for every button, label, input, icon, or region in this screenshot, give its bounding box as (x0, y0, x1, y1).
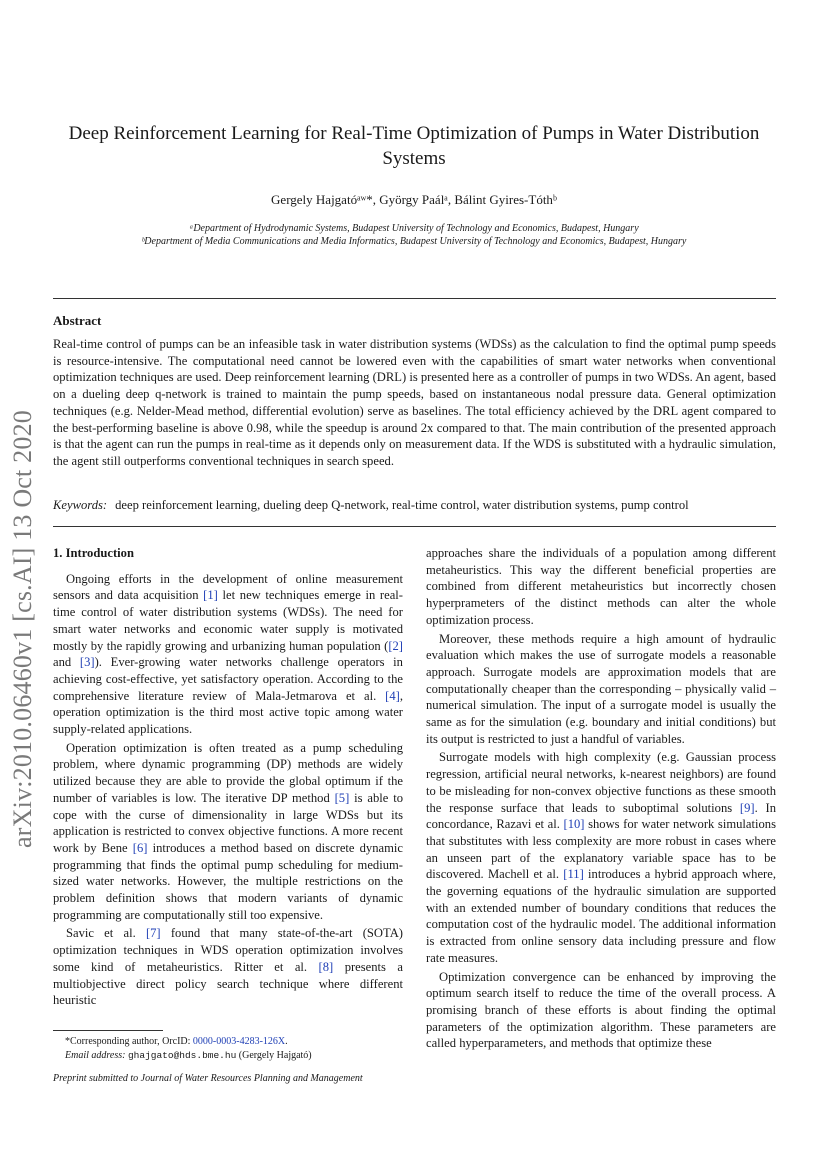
citation-link[interactable]: [9] (739, 800, 755, 815)
citation-link[interactable]: [2] (388, 638, 403, 653)
citation-link[interactable]: [3] (79, 655, 95, 670)
citation-link[interactable]: [8] (318, 959, 334, 974)
paragraph: Optimization convergence can be enhanced by improving the optimum search itself to reduce the time of the overall process. A promising branch of these efforts is about finding the optimal parameters of the optimization algorithm. These parameters are called hyperparameters, and methods that optimize these (426, 969, 776, 1051)
paragraph: Ongoing efforts in the development of online measurement sensors and data acquisition [1] let new techniques emerge in real-time control of water distribution systems (WDSs). The need for smart water networks and economic water supply is motivated mostly by the rapidly growing and urbanizing human population ([2] and [3]). Ever-growing water networks challenge operators in achieving cost-effective, yet satisfactory operation. According to the comprehensive literature review of Mala-Jetmarova et al. [4], operation optimization is the third most active topic among water supply-related applications. (53, 571, 403, 737)
paragraph: Moreover, these methods require a high amount of hydraulic evaluation which makes the use of surrogate models a reasonable approach. Surrogate models are approximation models that are computationally cheaper than the corresponding – physically valid – numerical simulation. The input of a surrogate model is usually the same as for the simulation (e.g. boundary and initial conditions) but its output is restricted to just a handful of variables. (426, 631, 776, 746)
footnote-rule (53, 1030, 163, 1031)
citation-link[interactable]: [7] (145, 926, 161, 941)
preprint-note: Preprint submitted to Journal of Water Resources Planning and Management (53, 1073, 363, 1084)
author-list: Gergely Hajgatóᵃʷ*, György Paálᵃ, Bálint Gyires-Tóthᵇ (271, 192, 557, 207)
abstract-text: Real-time control of pumps can be an infeasible task in water distribution systems (WDSs) as the calculation to find the optimal pump speeds is resource-intensive. The computational need cannot be lowered even with the capabilities of smart water networks when conventional optimization techniques are used. Deep reinforcement learning (DRL) is presented here as a controller of pumps in two WDSs. An agent, based on a dueling deep q-network is trained to maintain the pump speeds, based on instantaneous nodal pressure data. General optimization techniques (e.g. Nelder-Mead method, differential evolution) serve as baselines. The total efficiency achieved by the DRL agent compared to the best-performing baseline is above 0.98, while the speedup is around 2x compared to that. The main contribution of the presented approach is that the agent can run the pumps in real-time as it depends only on measurement data. If the WDS is substituted with a hydraulic simulation, the agent still outperforms conventional techniques in search speed. (53, 337, 776, 468)
footnote-corresponding: *Corresponding author, OrcID: 0000-0003-4283-126X. (65, 1036, 288, 1047)
right-column (426, 545, 776, 1052)
orcid-link[interactable]: 0000-0003-4283-126X (192, 1036, 286, 1047)
abstract-heading: Abstract (53, 313, 102, 328)
citation-link[interactable]: [4] (385, 688, 400, 703)
footnote-email: Email address: ghajgato@hds.bme.hu (Gergely Hajgató) (65, 1050, 312, 1061)
keywords (53, 498, 776, 513)
divider-top (53, 298, 776, 299)
citation-link[interactable]: [10] (563, 817, 585, 832)
citation-link[interactable]: [1] (203, 588, 218, 603)
citation-link[interactable]: [5] (334, 790, 350, 805)
paragraph: Operation optimization is often treated as a pump scheduling problem, where dynamic programming (DP) methods are widely utilized because they are able to provide the global optimum if the number of variables is low. The iterative DP method [5] is able to cope with the curse of dimensionality in large WDSs but its application is restricted to convex objective functions. A more recent work by Bene [6] introduces a method based on discrete dynamic programming that finds the optimal pump scheduling for medium-sized water networks. However, the multiple restrictions on the problem definition shows that modern variants of dynamic programming are computationally still too expensive. (53, 740, 403, 922)
citation-link[interactable]: [6] (132, 840, 148, 855)
left-column (53, 545, 403, 1009)
affiliation-a: ᵃDepartment of Hydrodynamic Systems, Budapest University of Technology and Economics, Budapest, Hungary (189, 223, 639, 234)
paragraph: Savic et al. [7] found that many state-of-the-art (SOTA) optimization techniques in WDS operation optimization involves some kind of metaheuristics. Ritter et al. [8] presents a multiobjective direct policy search technique where different heuristic (53, 926, 404, 1008)
section-heading: 1. Introduction (53, 546, 134, 560)
divider-bottom (53, 526, 776, 527)
paragraph: Surrogate models with high complexity (e.g. Gaussian process regression, artificial neural networks, k-nearest neighbors) are found to be misleading for non-convex objective functions as these smooth the response surface that leads to suboptimal solutions [9]. In concordance, Razavi et al. [10] shows for water network simulations that substitutes with less complexity are more robust in cases where an unseen part of the explanatory variable space has to be discovered. Machell et al. [11] introduces a hybrid approach where, the governing equations of the hydraulic simulation are supported with an extended number of boundary conditions that reduces the computation cost of the hydraulic model. The additional information is extracted from online sensory data including pressure and flow rate measures. (426, 750, 776, 965)
arxiv-stamp: arXiv:2010.06460v1 [cs.AI] 13 Oct 2020 (8, 410, 37, 848)
email-address[interactable]: ghajgato@hds.bme.hu (127, 1050, 237, 1061)
paragraph: approaches share the individuals of a population among different metaheuristics. This way the different beneficial properties are combined from different metaheuristics but incorrectly chosen hyperprameters of the distinct methods can alter the whole optimization process. (426, 546, 776, 627)
affiliation-b: ᵇDepartment of Media Communications and Media Informatics, Budapest University of Technology and Economics, Budapest, Hungary (141, 236, 687, 247)
keywords-text: deep reinforcement learning, dueling deep Q-network, real-time control, water distribution systems, pump control (115, 498, 689, 512)
paper-title: Deep Reinforcement Learning for Real-Time Optimization of Pumps in Water Distribution Systems (68, 123, 760, 169)
citation-link[interactable]: [11] (563, 867, 584, 882)
keywords-label: Keywords: (53, 498, 108, 512)
